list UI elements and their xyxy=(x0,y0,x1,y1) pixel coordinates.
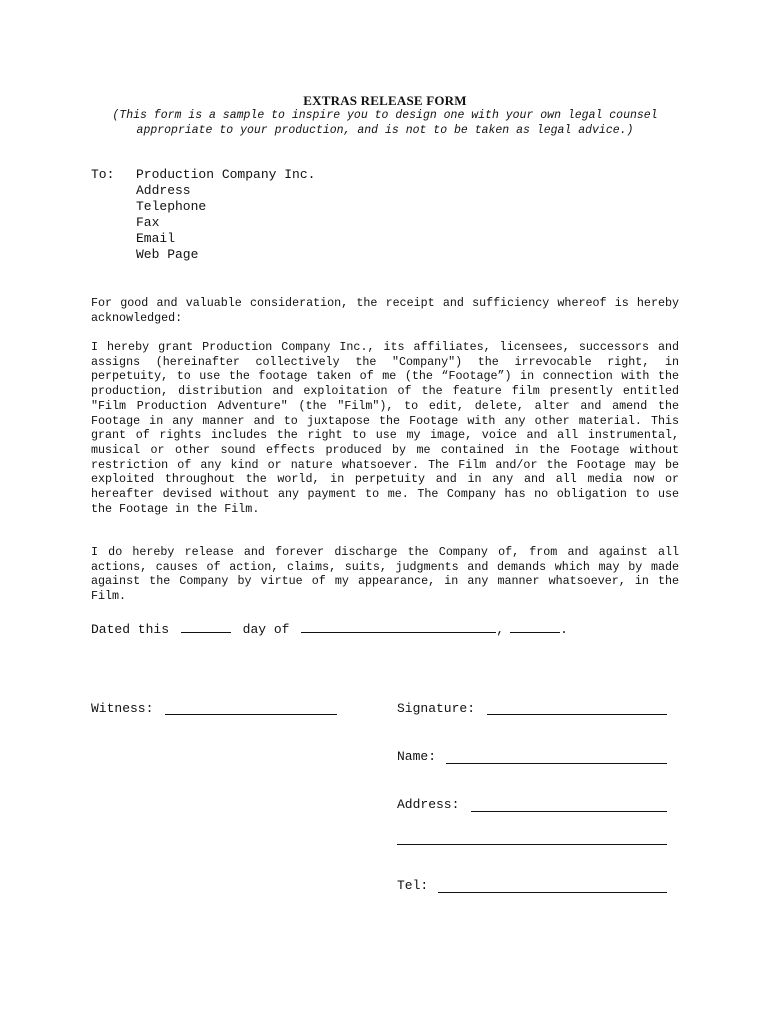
witness-signature-line[interactable] xyxy=(165,714,337,715)
name-line[interactable] xyxy=(446,763,667,764)
disclaimer-line-2: appropriate to your production, and is not to be taken as legal advice.) xyxy=(136,123,634,137)
disclaimer-line-1: (This form is a sample to inspire you to design one with your own legal counsel xyxy=(112,109,658,122)
form-title: EXTRAS RELEASE FORM xyxy=(303,93,467,108)
signature-label: Signature: xyxy=(397,701,476,716)
address-label: Address: xyxy=(397,797,460,812)
month-blank-field[interactable] xyxy=(301,620,496,633)
to-label: To: xyxy=(91,167,115,182)
name-label: Name: xyxy=(397,749,437,764)
year-blank-field[interactable] xyxy=(510,620,560,633)
addressee-telephone: Telephone xyxy=(136,199,207,214)
dated-line xyxy=(91,620,568,638)
addressee-address: Address xyxy=(136,183,191,198)
dated-middle: day of xyxy=(242,622,290,637)
grant-of-rights-paragraph: I hereby grant Production Company Inc., its affiliates, licensees, successors and assigns (hereinafter collectively the "Company") the irrevocable right, in perpetuity, to use the footage taken of me (the “Footage”) in connection with the production, distribution and exploitation of the feature film presently entitled "Film Production Adventure" (the "Film"), to edit, delete, alter and amend the Footage in any manner and to juxtapose the Footage with any other material. This grant of rights includes the right to use my image, voice and all instrumental, musical or other sound effects produced by me contained in the Footage without restriction of any kind or nature whatsoever. The Film and/or the Footage may be exploited throughout the world, in perpetuity and in any and all media now or hereafter devised without any payment to me. The Company has no obligation to use the Footage in the Film. xyxy=(91,340,679,516)
dated-prefix: Dated this xyxy=(91,622,170,637)
addressee-fax: Fax xyxy=(136,215,160,230)
address-line-1[interactable] xyxy=(471,811,667,812)
tel-label: Tel: xyxy=(397,878,429,893)
day-blank-field[interactable] xyxy=(181,620,231,633)
signature-line[interactable] xyxy=(487,714,667,715)
consideration-paragraph: For good and valuable consideration, the receipt and sufficiency whereof is hereby acknowledged: xyxy=(91,296,679,325)
addressee-web-page: Web Page xyxy=(136,247,199,262)
release-paragraph: I do hereby release and forever discharge the Company of, from and against all actions, causes of action, claims, suits, judgments and demands which may by made against the Company by virtue of my appearance, in any manner whatsoever, in the Film. xyxy=(91,545,679,604)
address-line-2[interactable] xyxy=(397,844,667,845)
tel-line[interactable] xyxy=(438,892,667,893)
addressee-block xyxy=(136,167,315,263)
witness-label: Witness: xyxy=(91,701,154,716)
addressee-company: Production Company Inc. xyxy=(136,167,316,182)
addressee-email: Email xyxy=(136,231,176,246)
dated-comma: , xyxy=(496,622,505,637)
dated-period: . xyxy=(560,622,568,637)
form-disclaimer xyxy=(0,109,770,138)
